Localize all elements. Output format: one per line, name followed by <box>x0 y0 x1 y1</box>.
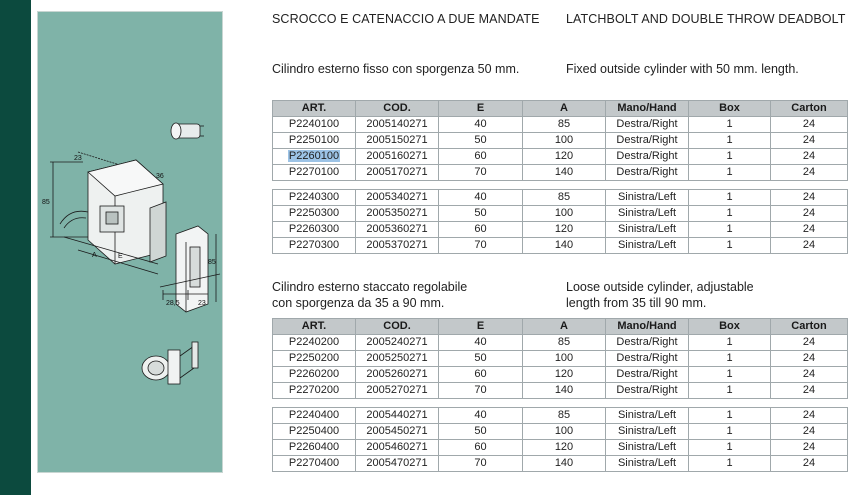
cell-e: 40 <box>439 117 523 133</box>
cell-a: 100 <box>523 424 606 440</box>
left-color-strip <box>0 0 31 495</box>
cell-art: P2240300 <box>273 190 356 206</box>
title-italian: SCROCCO E CATENACCIO A DUE MANDATE <box>272 12 540 26</box>
cell-box: 1 <box>689 238 771 254</box>
table-row <box>273 190 848 206</box>
cell-hand: Destra/Right <box>606 335 689 351</box>
cell-art: P2260400 <box>273 440 356 456</box>
cell-carton: 24 <box>771 149 848 165</box>
cell-cod: 2005440271 <box>356 408 439 424</box>
cell-art: P2250400 <box>273 424 356 440</box>
cell-carton: 24 <box>771 367 848 383</box>
cell-e: 50 <box>439 351 523 367</box>
cell-box: 1 <box>689 440 771 456</box>
cell-carton: 24 <box>771 165 848 181</box>
lock-technical-drawing <box>37 11 223 473</box>
section1-desc-english: Fixed outside cylinder with 50 mm. length. <box>566 62 799 76</box>
cell-carton: 24 <box>771 238 848 254</box>
cell-box: 1 <box>689 351 771 367</box>
cell-a: 100 <box>523 206 606 222</box>
table-header-row <box>273 101 848 117</box>
cell-e: 70 <box>439 238 523 254</box>
cell-a: 85 <box>523 335 606 351</box>
cell-hand: Destra/Right <box>606 117 689 133</box>
cell-cod: 2005370271 <box>356 238 439 254</box>
cell-cod: 2005140271 <box>356 117 439 133</box>
cell-carton: 24 <box>771 133 848 149</box>
cell-a: 140 <box>523 383 606 399</box>
col-header-cod: COD. <box>356 101 439 117</box>
cell-art: P2270400 <box>273 456 356 472</box>
cell-a: 120 <box>523 367 606 383</box>
cell-art: P2240100 <box>273 117 356 133</box>
cell-art: P2260300 <box>273 222 356 238</box>
cell-hand: Sinistra/Left <box>606 190 689 206</box>
spec-table-loose-cylinder <box>272 318 848 472</box>
cell-hand: Destra/Right <box>606 367 689 383</box>
cell-e: 60 <box>439 149 523 165</box>
section1-desc-italian: Cilindro esterno fisso con sporgenza 50 mm. <box>272 62 520 76</box>
cell-hand: Sinistra/Left <box>606 222 689 238</box>
cell-hand: Sinistra/Left <box>606 238 689 254</box>
table-row <box>273 351 848 367</box>
cell-cod: 2005470271 <box>356 456 439 472</box>
cell-carton: 24 <box>771 440 848 456</box>
title-english: LATCHBOLT AND DOUBLE THROW DEADBOLT <box>566 12 846 26</box>
cell-hand: Sinistra/Left <box>606 424 689 440</box>
cell-e: 50 <box>439 424 523 440</box>
section2-desc-italian-line2: con sporgenza da 35 a 90 mm. <box>272 296 445 310</box>
lock-drawing-svg <box>38 12 224 474</box>
table-row <box>273 117 848 133</box>
table-spacer-row <box>273 181 848 190</box>
section2-desc-italian-line1: Cilindro esterno staccato regolabile <box>272 280 468 294</box>
cell-e: 40 <box>439 408 523 424</box>
table-row <box>273 408 848 424</box>
cell-e: 70 <box>439 456 523 472</box>
cell-art: P2250300 <box>273 206 356 222</box>
cell-cod: 2005360271 <box>356 222 439 238</box>
cell-art: P2240400 <box>273 408 356 424</box>
cell-a: 85 <box>523 190 606 206</box>
cell-hand: Destra/Right <box>606 165 689 181</box>
cell-hand: Sinistra/Left <box>606 206 689 222</box>
cell-carton: 24 <box>771 456 848 472</box>
cell-a: 120 <box>523 149 606 165</box>
cell-carton: 24 <box>771 424 848 440</box>
cell-e: 60 <box>439 222 523 238</box>
cell-hand: Sinistra/Left <box>606 408 689 424</box>
section2-desc-english-line2: length from 35 till 90 mm. <box>566 296 707 310</box>
table-spacer-row <box>273 399 848 408</box>
col-header-a: A <box>523 101 606 117</box>
col-header-carton: Carton <box>771 101 848 117</box>
cell-a: 140 <box>523 238 606 254</box>
dim-label-a: A <box>92 252 97 259</box>
cell-art-selected[interactable] <box>273 149 356 165</box>
cell-cod: 2005460271 <box>356 440 439 456</box>
cell-a: 140 <box>523 165 606 181</box>
col-header-box: Box <box>689 319 771 335</box>
cell-a: 100 <box>523 133 606 149</box>
col-header-art: ART. <box>273 101 356 117</box>
cell-box: 1 <box>689 424 771 440</box>
cell-carton: 24 <box>771 190 848 206</box>
cell-box: 1 <box>689 222 771 238</box>
cell-a: 85 <box>523 117 606 133</box>
table-row <box>273 133 848 149</box>
cell-art: P2250100 <box>273 133 356 149</box>
cell-art: P2270200 <box>273 383 356 399</box>
col-header-hand: Mano/Hand <box>606 101 689 117</box>
cell-cod: 2005170271 <box>356 165 439 181</box>
cell-box: 1 <box>689 206 771 222</box>
cell-hand: Destra/Right <box>606 383 689 399</box>
cell-carton: 24 <box>771 117 848 133</box>
cell-art: P2260200 <box>273 367 356 383</box>
selected-text[interactable]: P2260100 <box>288 150 340 162</box>
dim-label-85: 85 <box>42 199 50 206</box>
cell-carton: 24 <box>771 335 848 351</box>
cell-box: 1 <box>689 190 771 206</box>
dim-label-85b: 85 <box>208 259 216 266</box>
table-row <box>273 456 848 472</box>
table-header-row <box>273 319 848 335</box>
cell-box: 1 <box>689 383 771 399</box>
dim-label-36: 36 <box>156 173 164 180</box>
table-row <box>273 335 848 351</box>
table-row <box>273 222 848 238</box>
cell-cod: 2005250271 <box>356 351 439 367</box>
cell-a: 85 <box>523 408 606 424</box>
cell-carton: 24 <box>771 383 848 399</box>
cell-e: 60 <box>439 367 523 383</box>
table-row <box>273 440 848 456</box>
cell-box: 1 <box>689 117 771 133</box>
cell-e: 40 <box>439 335 523 351</box>
dim-label-e: E <box>118 253 123 260</box>
cell-hand: Destra/Right <box>606 133 689 149</box>
col-header-hand: Mano/Hand <box>606 319 689 335</box>
cell-e: 50 <box>439 206 523 222</box>
cell-box: 1 <box>689 149 771 165</box>
cell-cod: 2005450271 <box>356 424 439 440</box>
cell-art: P2240200 <box>273 335 356 351</box>
cell-cod: 2005270271 <box>356 383 439 399</box>
col-header-a: A <box>523 319 606 335</box>
table-row <box>273 238 848 254</box>
cell-hand: Sinistra/Left <box>606 456 689 472</box>
cell-e: 50 <box>439 133 523 149</box>
cell-hand: Destra/Right <box>606 149 689 165</box>
cell-cod: 2005350271 <box>356 206 439 222</box>
dim-label-23: 23 <box>74 155 82 162</box>
cell-cod: 2005160271 <box>356 149 439 165</box>
table-row <box>273 424 848 440</box>
cell-a: 100 <box>523 351 606 367</box>
cell-e: 70 <box>439 165 523 181</box>
cell-carton: 24 <box>771 351 848 367</box>
cell-carton: 24 <box>771 222 848 238</box>
cell-e: 40 <box>439 190 523 206</box>
col-header-e: E <box>439 319 523 335</box>
table-row <box>273 149 848 165</box>
cell-a: 120 <box>523 440 606 456</box>
spec-table-fixed-cylinder <box>272 100 848 254</box>
cell-art: P2270100 <box>273 165 356 181</box>
cell-cod: 2005240271 <box>356 335 439 351</box>
cell-e: 70 <box>439 383 523 399</box>
section2-desc-english-line1: Loose outside cylinder, adjustable <box>566 280 754 294</box>
dim-label-23b: 23 <box>198 300 206 307</box>
col-header-carton: Carton <box>771 319 848 335</box>
dim-label-28-5: 28,5 <box>166 300 180 307</box>
cell-carton: 24 <box>771 206 848 222</box>
cell-box: 1 <box>689 408 771 424</box>
cell-hand: Sinistra/Left <box>606 440 689 456</box>
col-header-box: Box <box>689 101 771 117</box>
cell-box: 1 <box>689 165 771 181</box>
cylinder-part-drawing <box>171 123 204 139</box>
cell-art: P2250200 <box>273 351 356 367</box>
table-row <box>273 206 848 222</box>
table-row <box>273 383 848 399</box>
col-header-art: ART. <box>273 319 356 335</box>
cell-cod: 2005340271 <box>356 190 439 206</box>
cell-box: 1 <box>689 456 771 472</box>
cell-cod: 2005260271 <box>356 367 439 383</box>
cell-box: 1 <box>689 367 771 383</box>
table-row <box>273 165 848 181</box>
cell-box: 1 <box>689 335 771 351</box>
cell-box: 1 <box>689 133 771 149</box>
table-row <box>273 367 848 383</box>
cell-cod: 2005150271 <box>356 133 439 149</box>
cell-art: P2270300 <box>273 238 356 254</box>
cell-hand: Destra/Right <box>606 351 689 367</box>
escutcheon-drawing <box>142 342 198 384</box>
col-header-cod: COD. <box>356 319 439 335</box>
cell-carton: 24 <box>771 408 848 424</box>
lock-body-drawing <box>60 160 166 264</box>
cell-a: 120 <box>523 222 606 238</box>
col-header-e: E <box>439 101 523 117</box>
cell-e: 60 <box>439 440 523 456</box>
cell-a: 140 <box>523 456 606 472</box>
